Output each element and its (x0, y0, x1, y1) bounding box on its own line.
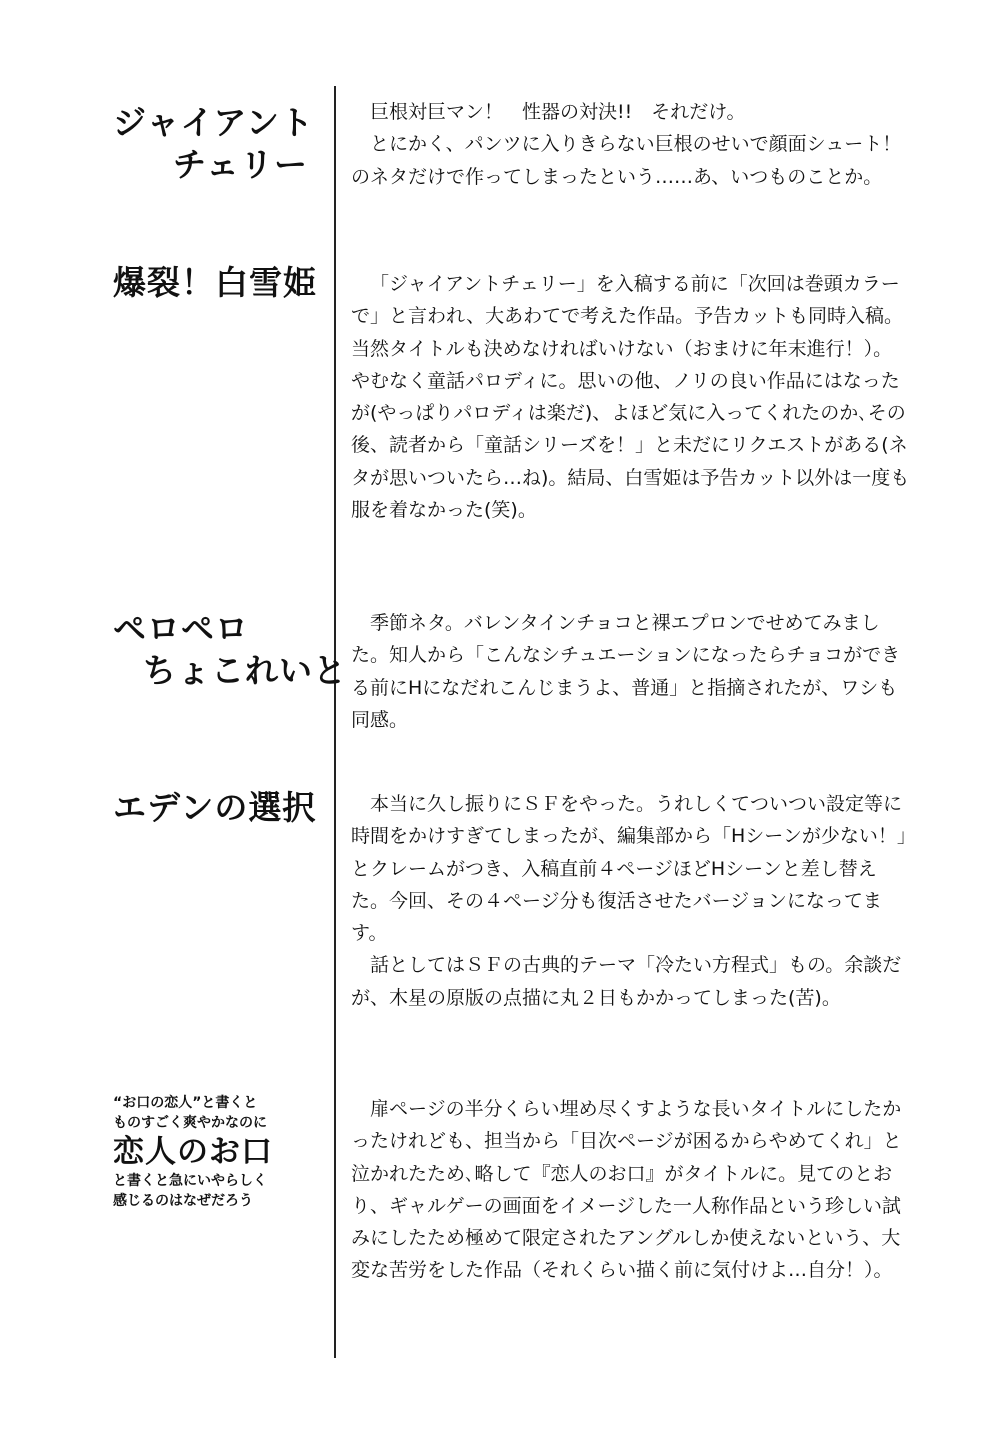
title-small-line: 感じるのはなぜだろう (113, 1193, 253, 1209)
title-small-line: ものすごく爽やかなのに (113, 1115, 267, 1131)
section-body-snow-white (351, 268, 911, 526)
section-body-eden (351, 788, 911, 1014)
section-title-giant-cherry (113, 102, 314, 186)
title-small-line: と書くと急にいやらしく (113, 1173, 267, 1189)
body-paragraph: 季節ネタ。バレンタインチョコと裸エプロンでせめてみました。知人から「こんなシチュエーションになったらチョコができる前にHになだれこんじまうよ、普通」と指摘されたが、ワシも同感。 (351, 612, 901, 731)
title-small-line: “お口の恋人”と書くと (113, 1095, 258, 1111)
title-line: 爆裂！白雪姫 (113, 263, 317, 302)
body-paragraph: 話としてはＳＦの古典的テーマ「冷たい方程式」もの。余談だが、木星の原版の点描に丸２日もかかってしまった(苦)。 (351, 954, 902, 1009)
title-line: チェリー (173, 145, 309, 184)
section-title-koibito (113, 1093, 323, 1211)
section-body-pero-pero (351, 607, 911, 736)
title-line: ジャイアント (113, 103, 315, 142)
section-title-pero-pero (113, 608, 347, 692)
title-line: エデンの選択 (113, 788, 317, 827)
column-divider (334, 86, 336, 1358)
body-paragraph: 巨根対巨マン！ 性器の対決!! それだけ。 (370, 101, 746, 123)
section-body-koibito (351, 1093, 911, 1287)
body-paragraph: 「ジャイアントチェリー」を入稿する前に「次回は巻頭カラーで」と言われ、大あわてで考えた作品。予告カットも同時入稿。当然タイトルも決めなければいけない（おまけに年末進行！）。やむなく童話パロディに。思いの他、ノリの良い作品にはなったが(やっぱりパロディは楽だ)、よほど気に入ってくれたのか､その後、読者から「童話シリーズを！」と未だにリクエストがある(ネタが思いついたら…ね)。結局、白雪姫は予告カット以外は一度も服を着なかった(笑)。 (351, 273, 910, 522)
title-large-line: 恋人のお口 (113, 1134, 273, 1170)
section-title-eden (113, 787, 316, 829)
section-title-snow-white (113, 262, 317, 304)
body-paragraph: 扉ページの半分くらい埋め尽くすような長いタイトルにしたかったけれども、担当から「目次ページが困るからやめてくれ」と泣かれたため､略して『恋人のお口』がタイトルに。見てのとおり、ギャルゲーの画面をイメージした一人称作品という珍しい試みにしたため極めて限定されたアングルしか使えないという、大変な苦労をした作品（それくらい描く前に気付けよ…自分！）。 (351, 1098, 902, 1282)
body-paragraph: 本当に久し振りにＳＦをやった。うれしくてついつい設定等に時間をかけすぎてしまったが、編集部から「Hシーンが少ない！」とクレームがつき、入稿直前４ページほどHシーンと差し替えた。今回、その４ページ分も復活させたバージョンになってます。 (351, 793, 907, 945)
title-line: ちょこれいと (143, 651, 347, 690)
body-paragraph: とにかく、パンツに入りきらない巨根のせいで顔面シュート！ のネタだけで作ってしまったという……あ、いつものことか。 (351, 133, 921, 188)
title-line: ペロペロ (113, 609, 249, 648)
section-body-giant-cherry (351, 96, 921, 193)
